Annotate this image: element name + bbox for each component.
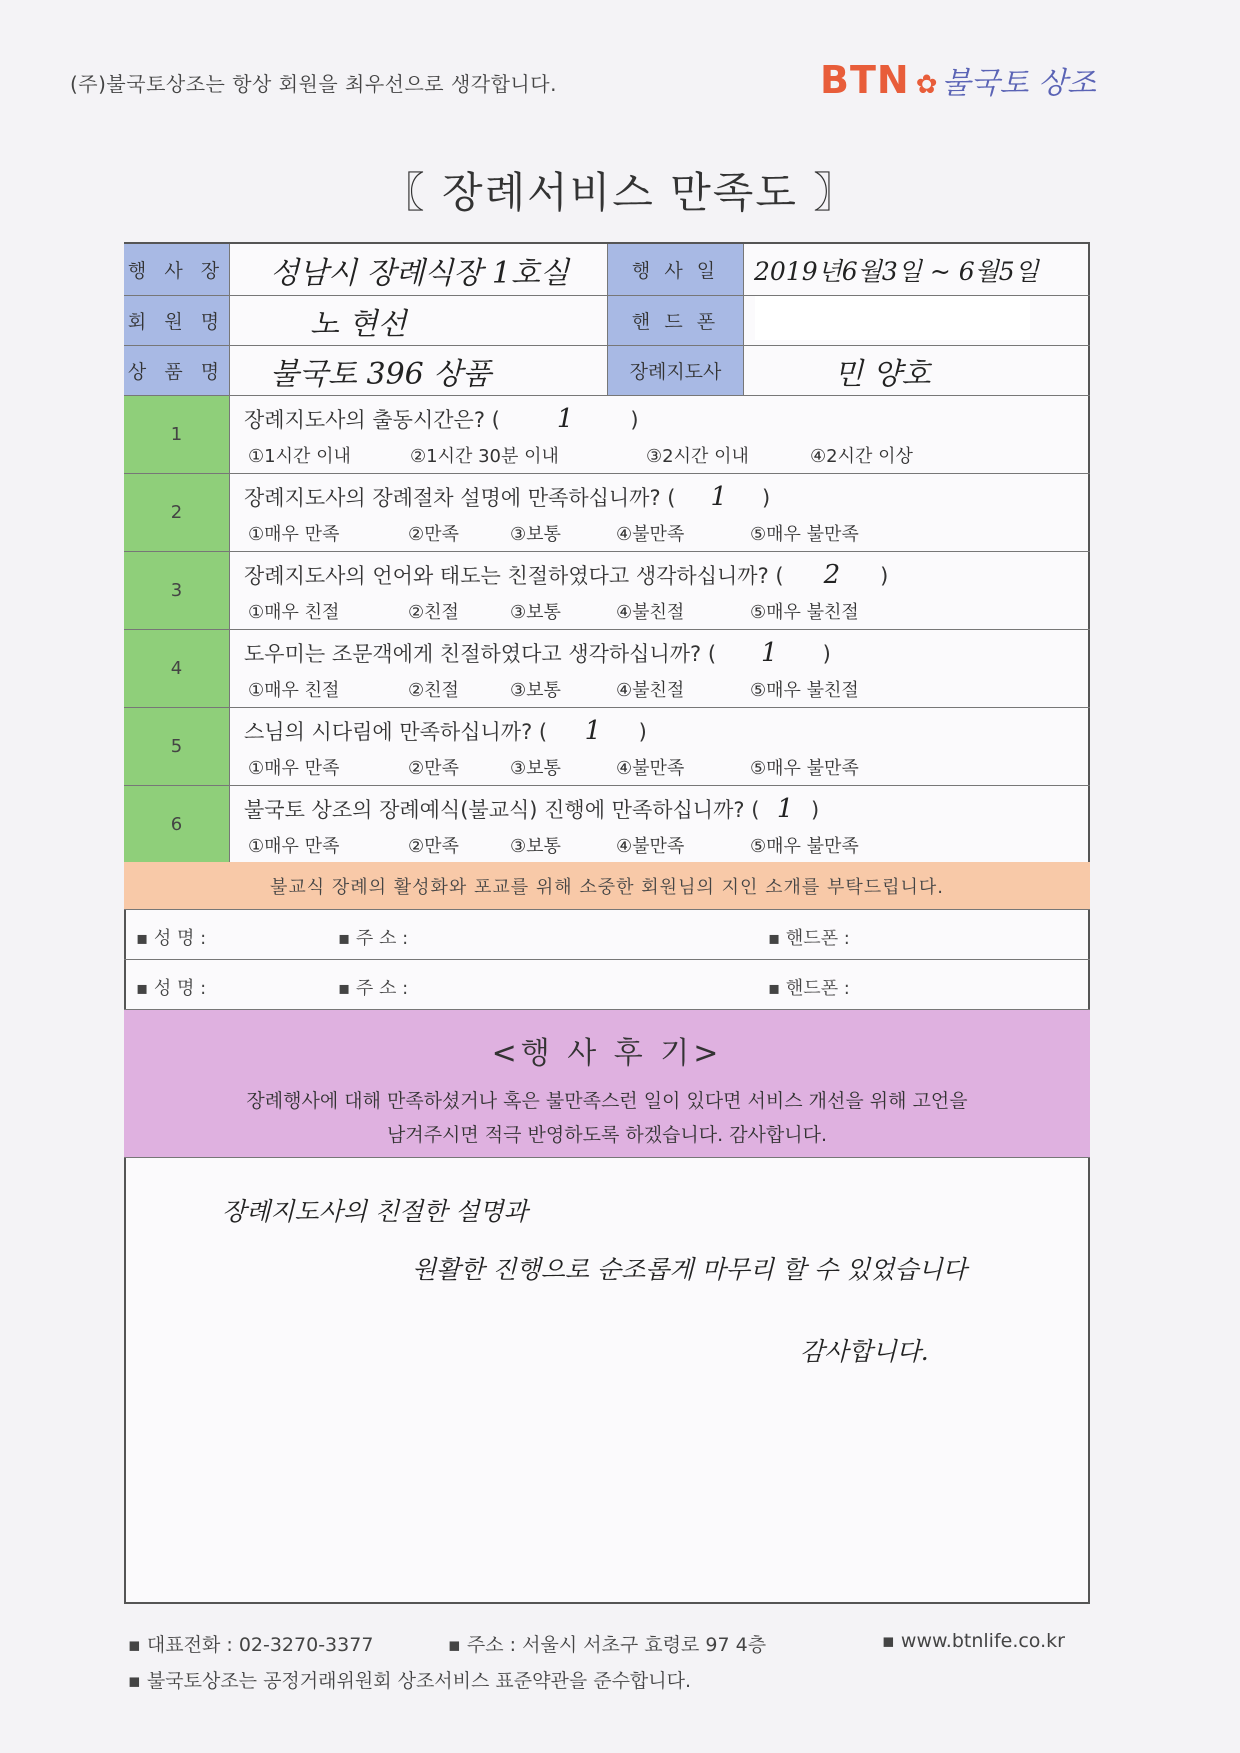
question-answer[interactable]: 1 [556, 404, 574, 434]
referral-row-1 [124, 910, 1090, 960]
answer-option[interactable]: ④불만족 [616, 836, 685, 857]
answer-option[interactable]: ①매우 만족 [248, 524, 340, 545]
answer-option[interactable]: ④불만족 [616, 524, 685, 545]
question-number: 2 [124, 474, 230, 552]
question-row [230, 786, 1090, 864]
question-row [230, 630, 1090, 708]
question-number: 4 [124, 630, 230, 708]
company-logo [820, 58, 1096, 102]
question-prompt: 장례지도사의 언어와 태도는 친절하였다고 생각하십니까? ( [244, 564, 784, 588]
question-close-paren: ) [810, 798, 820, 822]
question-prompt: 도우미는 조문객에게 친절하였다고 생각하십니까? ( [244, 642, 717, 666]
question-row [230, 708, 1090, 786]
question-prompt: 스님의 시다림에 만족하십니까? ( [244, 720, 548, 744]
footer-website: ▪ www.btnlife.co.kr [882, 1630, 1065, 1652]
logo-btn-text: BTN [820, 58, 910, 102]
answer-option[interactable]: ②만족 [408, 758, 459, 779]
member-value: 노 현선 [230, 296, 608, 345]
question-number: 5 [124, 708, 230, 786]
referral-name-label: ▪ 성 명 : [136, 978, 207, 999]
review-title: <행 사 후 기> [491, 1036, 723, 1071]
venue-label: 행 사 장 [124, 244, 230, 295]
answer-option[interactable]: ①1시간 이내 [248, 446, 351, 467]
question-close-paren: ) [880, 564, 889, 588]
review-header [124, 1010, 1090, 1158]
question-row [230, 552, 1090, 630]
question-number: 6 [124, 786, 230, 864]
answer-option[interactable]: ④불친절 [616, 680, 685, 701]
answer-option[interactable]: ②만족 [408, 524, 459, 545]
product-label: 상 품 명 [124, 346, 230, 395]
answer-option[interactable]: ④2시간 이상 [810, 446, 913, 467]
answer-option[interactable]: ③보통 [510, 836, 561, 857]
review-handwriting-line: 장례지도사의 친절한 설명과 [222, 1197, 528, 1226]
answer-option[interactable]: ③보통 [510, 758, 561, 779]
answer-options [248, 442, 1088, 470]
answer-option[interactable]: ③보통 [510, 680, 561, 701]
product-value: 불국토 396 상품 [230, 346, 608, 395]
answer-option[interactable]: ②친절 [408, 680, 459, 701]
question-row [230, 474, 1090, 552]
question-prompt: 장례지도사의 장례절차 설명에 만족하십니까? ( [244, 486, 676, 510]
referral-phone-label: ▪ 핸드폰 : [768, 978, 850, 999]
answer-option[interactable]: ④불친절 [616, 602, 685, 623]
answer-option[interactable]: ②친절 [408, 602, 459, 623]
referral-name-label: ▪ 성 명 : [136, 928, 207, 949]
question-prompt: 불국토 상조의 장례예식(불교식) 진행에 만족하십니까? ( [244, 798, 760, 822]
answer-option[interactable]: ⑤매우 불만족 [750, 758, 859, 779]
question-row [230, 396, 1090, 474]
question-text [244, 716, 647, 746]
footer-notice: ▪ 불국토상조는 공정거래위원회 상조서비스 표준약관을 준수합니다. [128, 1670, 692, 1692]
date-label: 행 사 일 [608, 244, 744, 295]
review-desc-2: 남겨주시면 적극 반영하도록 하겠습니다. 감사합니다. [386, 1124, 828, 1146]
referral-phone-label: ▪ 핸드폰 : [768, 928, 850, 949]
answer-option[interactable]: ⑤매우 불친절 [750, 680, 859, 701]
question-answer[interactable]: 1 [761, 638, 778, 668]
referral-banner: 불교식 장례의 활성화와 포교를 위해 소중한 회원님의 지인 소개를 부탁드립니다. [124, 862, 1090, 910]
answer-option[interactable]: ④불만족 [616, 758, 685, 779]
answer-option[interactable]: ①매우 만족 [248, 758, 340, 779]
referral-address-label: ▪ 주 소 : [338, 978, 409, 999]
question-answer[interactable]: 1 [584, 716, 602, 746]
question-number: 1 [124, 396, 230, 474]
tagline: (주)불국토상조는 항상 회원을 최우선으로 생각합니다. [70, 72, 557, 96]
answer-option[interactable]: ③2시간 이내 [646, 446, 749, 467]
question-close-paren: ) [762, 486, 771, 510]
answer-option[interactable]: ③보통 [510, 524, 561, 545]
answer-option[interactable]: ①매우 만족 [248, 836, 340, 857]
logo-brand-text: 불국토 상조 [941, 66, 1096, 101]
answer-options [248, 754, 1088, 782]
question-text [244, 482, 770, 512]
answer-option[interactable]: ⑤매우 불만족 [750, 524, 859, 545]
question-answer[interactable]: 1 [776, 794, 794, 824]
answer-option[interactable]: ②1시간 30분 이내 [410, 446, 559, 467]
question-close-paren: ) [822, 642, 831, 666]
answer-option[interactable]: ③보통 [510, 602, 561, 623]
answer-option[interactable]: ⑤매우 불만족 [750, 836, 859, 857]
lotus-flower-icon: ✿ [915, 70, 938, 100]
answer-option[interactable]: ⑤매우 불친절 [750, 602, 859, 623]
phone-redaction [755, 296, 1030, 340]
question-close-paren: ) [638, 720, 647, 744]
date-value: 2019년6월3일 ~ 6월5일 [754, 256, 1039, 286]
question-text [244, 404, 639, 434]
member-label: 회 원 명 [124, 296, 230, 345]
question-number: 3 [124, 552, 230, 630]
question-answer[interactable]: 1 [710, 482, 728, 512]
answer-option[interactable]: ①매우 친절 [248, 602, 340, 623]
footer-phone: ▪ 대표전화 : 02-3270-3377 [128, 1634, 374, 1656]
director-label: 장례지도사 [608, 346, 744, 395]
info-row-product [124, 346, 1090, 396]
answer-options [248, 676, 1088, 704]
referral-row-2 [124, 960, 1090, 1010]
footer-address: ▪ 주소 : 서울시 서초구 효령로 97 4층 [448, 1634, 767, 1656]
question-answer[interactable]: 2 [823, 560, 841, 590]
answer-options [248, 598, 1088, 626]
director-value: 민 양호 [834, 356, 931, 392]
question-text [244, 560, 888, 590]
answer-options [248, 832, 1088, 860]
question-close-paren: ) [630, 408, 639, 432]
phone-label: 핸 드 폰 [608, 296, 744, 345]
page-title: 〖 장례서비스 만족도 〗 [382, 168, 858, 217]
review-handwriting-line: 감사합니다. [800, 1337, 929, 1366]
review-handwriting-line: 원활한 진행으로 순조롭게 마무리 할 수 있었습니다 [412, 1255, 967, 1284]
answer-options [248, 520, 1088, 548]
question-prompt: 장례지도사의 출동시간은? ( [244, 408, 500, 432]
question-text [244, 794, 819, 824]
answer-option[interactable]: ①매우 친절 [248, 680, 340, 701]
review-desc-1: 장례행사에 대해 만족하셨거나 혹은 불만족스런 일이 있다면 서비스 개선을 위해 고언을 [246, 1090, 968, 1112]
question-text [244, 638, 831, 668]
info-row-venue [124, 244, 1090, 296]
referral-address-label: ▪ 주 소 : [338, 928, 409, 949]
venue-value: 성남시 장례식장 1호실 [230, 244, 608, 295]
answer-option[interactable]: ②만족 [408, 836, 459, 857]
